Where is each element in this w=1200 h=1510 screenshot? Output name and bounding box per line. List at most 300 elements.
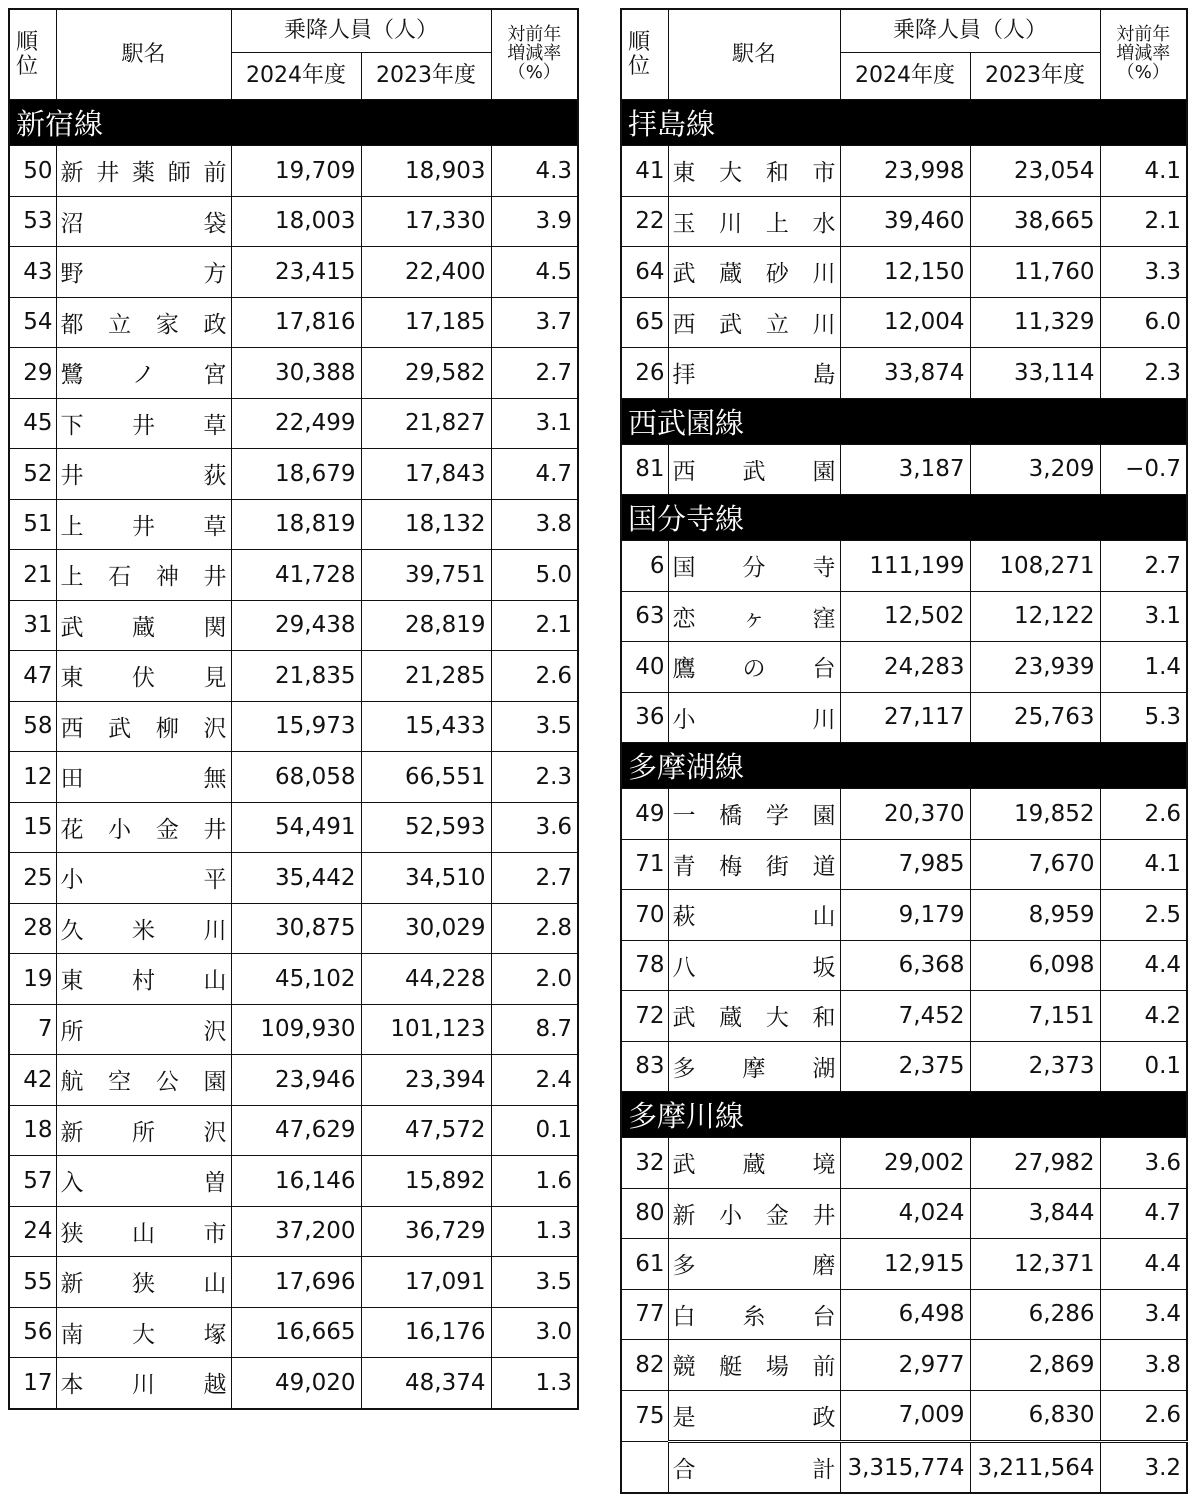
station-name-cell: [668, 196, 840, 247]
table-row: [621, 146, 1187, 197]
station-name: 新 井 薬 師 前: [60, 160, 227, 187]
station-name: 西 武 立 川: [672, 311, 836, 338]
station-name-cell: [668, 1188, 840, 1239]
ridership-2024-cell: 68,058: [231, 752, 361, 803]
rank-cell: 51: [9, 499, 56, 550]
station-name: 武 蔵 関: [60, 614, 227, 641]
line-name: 拝島線: [621, 100, 1187, 146]
rank-cell: 19: [9, 954, 56, 1005]
station-name-cell: [668, 247, 840, 298]
station-name-cell: [56, 853, 231, 904]
ridership-2024-cell: 16,146: [231, 1156, 361, 1207]
station-name-cell: [56, 1358, 231, 1409]
change-rate-cell: 2.7: [1100, 541, 1187, 592]
rank-cell: 26: [621, 348, 668, 399]
table-row: [9, 1358, 578, 1409]
station-name-cell: [668, 692, 840, 743]
table-row: [9, 954, 578, 1005]
table-row: [621, 196, 1187, 247]
change-rate-cell: 0.1: [1100, 1041, 1187, 1092]
table-row: [621, 348, 1187, 399]
fy2024-header: 2024年度: [231, 53, 361, 100]
ridership-2023-cell: 30,029: [361, 903, 491, 954]
change-rate-cell: 3.5: [491, 701, 578, 752]
station-name-cell: [56, 701, 231, 752]
station-name: 多 摩 湖: [672, 1055, 836, 1082]
change-rate-cell: 3.1: [491, 398, 578, 449]
rank-cell: 18: [9, 1105, 56, 1156]
station-name-cell: [668, 991, 840, 1042]
table-row: [9, 1156, 578, 1207]
ridership-2023-cell: 15,433: [361, 701, 491, 752]
rank-cell: 42: [9, 1055, 56, 1106]
rank-cell: 41: [621, 146, 668, 197]
ridership-2023-cell: 17,330: [361, 196, 491, 247]
ridership-table-right: [620, 8, 1188, 1494]
station-name-cell: [668, 146, 840, 197]
station-name-cell: [668, 642, 840, 693]
change-rate-cell: 2.5: [1100, 890, 1187, 941]
rank-cell: 82: [621, 1340, 668, 1391]
table-row: [621, 839, 1187, 890]
ridership-2024-cell: 18,003: [231, 196, 361, 247]
change-rate-cell: 3.6: [1100, 1138, 1187, 1189]
station-name-cell: [56, 196, 231, 247]
table-row: [9, 1257, 578, 1308]
table-row: [9, 196, 578, 247]
ridership-2024-cell: 111,199: [840, 541, 970, 592]
rank-cell: 12: [9, 752, 56, 803]
table-row: [9, 752, 578, 803]
ridership-2023-cell: 47,572: [361, 1105, 491, 1156]
station-name-cell: [668, 1138, 840, 1189]
station-name: 東 村 山: [60, 968, 227, 995]
rank-cell: 72: [621, 991, 668, 1042]
ridership-2023-cell: 18,903: [361, 146, 491, 197]
station-name-cell: [56, 1156, 231, 1207]
ridership-2024-cell: 45,102: [231, 954, 361, 1005]
change-rate-cell: 4.4: [1100, 1239, 1187, 1290]
change-rate-cell: 3.6: [491, 802, 578, 853]
ridership-2023-cell: 12,371: [970, 1239, 1100, 1290]
station-name: 田 無: [60, 766, 227, 793]
change-rate-cell: 4.2: [1100, 991, 1187, 1042]
table-row: [9, 348, 578, 399]
ridership-2024-cell: 37,200: [231, 1206, 361, 1257]
station-name-cell: [56, 449, 231, 500]
ridership-2024-cell: 54,491: [231, 802, 361, 853]
ridership-2024-cell: 7,985: [840, 839, 970, 890]
station-name: 井 荻: [60, 463, 227, 490]
ridership-2024-cell: 16,665: [231, 1307, 361, 1358]
ridership-2023-cell: 23,394: [361, 1055, 491, 1106]
ridership-2024-cell: 12,004: [840, 297, 970, 348]
station-name: 都 立 家 政: [60, 311, 227, 338]
table-row: [9, 398, 578, 449]
ridership-2023-cell: 2,869: [970, 1340, 1100, 1391]
change-rate-cell: 2.0: [491, 954, 578, 1005]
rank-cell: 22: [621, 196, 668, 247]
change-rate-cell: 2.3: [1100, 348, 1187, 399]
ridership-2024-cell: 47,629: [231, 1105, 361, 1156]
rank-cell: 65: [621, 297, 668, 348]
ridership-2023-cell: 19,852: [970, 789, 1100, 840]
change-rate-cell: 3.7: [491, 297, 578, 348]
ridership-2024-cell: 39,460: [840, 196, 970, 247]
line-section-header: [621, 100, 1187, 146]
rank-cell: 6: [621, 541, 668, 592]
station-name-cell: [56, 1105, 231, 1156]
rank-cell: 17: [9, 1358, 56, 1409]
change-rate-cell: 3.8: [491, 499, 578, 550]
station-name: 野 方: [60, 261, 227, 288]
station-name: 新 小 金 井: [672, 1202, 836, 1229]
ridership-2024-cell: 109,930: [231, 1004, 361, 1055]
table-row: [9, 146, 578, 197]
fy2023-header: 2023年度: [970, 53, 1100, 100]
ridership-header: 乗降人員（人）: [231, 9, 491, 53]
ridership-2023-cell: 101,123: [361, 1004, 491, 1055]
ridership-2024-cell: 23,415: [231, 247, 361, 298]
station-name: 多 磨: [672, 1253, 836, 1280]
station-name-cell: [56, 600, 231, 651]
table-row: [9, 1307, 578, 1358]
station-name: 沼 袋: [60, 210, 227, 237]
station-name: 八 坂: [672, 954, 836, 981]
change-rate-cell: 3.4: [1100, 1289, 1187, 1340]
change-rate-cell: 4.1: [1100, 839, 1187, 890]
ridership-2024-cell: 24,283: [840, 642, 970, 693]
rank-cell: 61: [621, 1239, 668, 1290]
station-name-cell: [56, 1004, 231, 1055]
ridership-2023-cell: 48,374: [361, 1358, 491, 1409]
ridership-2023-cell: 16,176: [361, 1307, 491, 1358]
ridership-2024-cell: 41,728: [231, 550, 361, 601]
rank-cell: 29: [9, 348, 56, 399]
table-row: [621, 444, 1187, 495]
ridership-2024-cell: 6,368: [840, 940, 970, 991]
station-name: 東 大 和 市: [672, 160, 836, 187]
station-name-cell: [56, 247, 231, 298]
rank-cell: 70: [621, 890, 668, 941]
ridership-header: 乗降人員（人）: [840, 9, 1100, 53]
ridership-2023-cell: 17,843: [361, 449, 491, 500]
station-name-cell: [56, 752, 231, 803]
station-name-cell: [668, 444, 840, 495]
change-rate-cell: −0.7: [1100, 444, 1187, 495]
station-name: 上 石 神 井: [60, 564, 227, 591]
table-row: [9, 701, 578, 752]
rate-header: 対前年 増減率 （%）: [491, 9, 578, 100]
ridership-2023-cell: 36,729: [361, 1206, 491, 1257]
change-rate-cell: 2.1: [491, 600, 578, 651]
station-name-cell: [668, 541, 840, 592]
rank-cell: 25: [9, 853, 56, 904]
table-row: [621, 591, 1187, 642]
ridership-2024-cell: 29,438: [231, 600, 361, 651]
station-name: 南 大 塚: [60, 1321, 227, 1348]
ridership-2023-cell: 27,982: [970, 1138, 1100, 1189]
ridership-2024-cell: 49,020: [231, 1358, 361, 1409]
station-name-cell: [668, 1041, 840, 1092]
fy2023-header: 2023年度: [361, 53, 491, 100]
rank-cell: 28: [9, 903, 56, 954]
ridership-2024-cell: 7,009: [840, 1390, 970, 1442]
total-label-cell: [668, 1442, 840, 1494]
change-rate-cell: 4.3: [491, 146, 578, 197]
station-name: 東 伏 見: [60, 665, 227, 692]
table-row: [9, 247, 578, 298]
station-name: 新 狭 山: [60, 1271, 227, 1298]
ridership-2023-cell: 7,670: [970, 839, 1100, 890]
station-name: 鷺 ノ 宮: [60, 362, 227, 389]
rank-cell: 15: [9, 802, 56, 853]
ridership-2024-cell: 15,973: [231, 701, 361, 752]
station-name-cell: [668, 1239, 840, 1290]
change-rate-cell: 3.3: [1100, 247, 1187, 298]
change-rate-cell: 3.0: [491, 1307, 578, 1358]
station-name: 国 分 寺: [672, 555, 836, 582]
station-name-cell: [668, 1289, 840, 1340]
table-row: [9, 449, 578, 500]
rank-cell: 80: [621, 1188, 668, 1239]
table-row: [9, 651, 578, 702]
table-row: [621, 991, 1187, 1042]
table-row: [9, 550, 578, 601]
station-name: 玉 川 上 水: [672, 210, 836, 237]
ridership-2023-cell: 108,271: [970, 541, 1100, 592]
change-rate-cell: 5.0: [491, 550, 578, 601]
line-name: 国分寺線: [621, 495, 1187, 541]
line-section-header: [621, 495, 1187, 541]
station-name-cell: [668, 1340, 840, 1391]
ridership-2024-cell: 12,150: [840, 247, 970, 298]
station-name: 新 所 沢: [60, 1119, 227, 1146]
ridership-2023-cell: 18,132: [361, 499, 491, 550]
station-name: 小 平: [60, 867, 227, 894]
rank-cell: [621, 1442, 668, 1494]
station-name: 久 米 川: [60, 917, 227, 944]
ridership-2023-cell: 39,751: [361, 550, 491, 601]
station-name-cell: [668, 940, 840, 991]
station-name: 是 政: [672, 1404, 836, 1431]
rank-header: 順 位: [621, 9, 668, 100]
ridership-2023-cell: 3,209: [970, 444, 1100, 495]
ridership-2023-cell: 8,959: [970, 890, 1100, 941]
ridership-2023-cell: 3,844: [970, 1188, 1100, 1239]
line-section-header: [621, 398, 1187, 444]
table-row: [621, 1390, 1187, 1442]
ridership-2023-cell: 38,665: [970, 196, 1100, 247]
rank-cell: 36: [621, 692, 668, 743]
change-rate-cell: 2.6: [491, 651, 578, 702]
station-name-cell: [668, 789, 840, 840]
table-row: [621, 692, 1187, 743]
ridership-2024-cell: 12,502: [840, 591, 970, 642]
change-rate-cell: 2.8: [491, 903, 578, 954]
line-name: 多摩湖線: [621, 743, 1187, 789]
ridership-2023-cell: 25,763: [970, 692, 1100, 743]
total-2023-cell: 3,211,564: [970, 1442, 1100, 1494]
ridership-2024-cell: 27,117: [840, 692, 970, 743]
total-label: 合 計: [672, 1457, 836, 1483]
station-name-cell: [668, 348, 840, 399]
change-rate-cell: 2.4: [491, 1055, 578, 1106]
station-name-cell: [56, 146, 231, 197]
station-name: 武 蔵 境: [672, 1152, 836, 1179]
change-rate-cell: 2.7: [491, 348, 578, 399]
ridership-2023-cell: 6,830: [970, 1390, 1100, 1442]
change-rate-cell: 4.5: [491, 247, 578, 298]
table-row: [621, 1041, 1187, 1092]
station-name: 入 曽: [60, 1170, 227, 1197]
station-name: 花 小 金 井: [60, 816, 227, 843]
ridership-2024-cell: 2,375: [840, 1041, 970, 1092]
station-name-cell: [668, 890, 840, 941]
rank-cell: 58: [9, 701, 56, 752]
rank-cell: 31: [9, 600, 56, 651]
station-name: 西 武 柳 沢: [60, 715, 227, 742]
change-rate-cell: 2.1: [1100, 196, 1187, 247]
station-name-cell: [56, 398, 231, 449]
table-row: [621, 789, 1187, 840]
table-row: [621, 642, 1187, 693]
change-rate-cell: 2.7: [491, 853, 578, 904]
ridership-2024-cell: 35,442: [231, 853, 361, 904]
station-name-cell: [668, 591, 840, 642]
ridership-2024-cell: 23,998: [840, 146, 970, 197]
total-2024-cell: 3,315,774: [840, 1442, 970, 1494]
table-row: [9, 1004, 578, 1055]
station-name-cell: [668, 1390, 840, 1442]
ridership-2023-cell: 2,373: [970, 1041, 1100, 1092]
ridership-2023-cell: 17,091: [361, 1257, 491, 1308]
ridership-2024-cell: 19,709: [231, 146, 361, 197]
station-name: 拝 島: [672, 362, 836, 389]
rank-cell: 77: [621, 1289, 668, 1340]
table-row: [621, 541, 1187, 592]
station-name: 恋 ヶ 窪: [672, 605, 836, 632]
station-name-cell: [56, 297, 231, 348]
station-name-cell: [56, 499, 231, 550]
rank-cell: 57: [9, 1156, 56, 1207]
change-rate-cell: 3.8: [1100, 1340, 1187, 1391]
ridership-2024-cell: 18,819: [231, 499, 361, 550]
table-row: [621, 297, 1187, 348]
station-name-cell: [56, 1055, 231, 1106]
line-section-header: [621, 743, 1187, 789]
ridership-2023-cell: 21,285: [361, 651, 491, 702]
station-header: 駅名: [668, 9, 840, 100]
change-rate-cell: 4.1: [1100, 146, 1187, 197]
ridership-table-left: [8, 8, 579, 1410]
ridership-2023-cell: 11,329: [970, 297, 1100, 348]
station-name: 航 空 公 園: [60, 1069, 227, 1096]
rank-cell: 40: [621, 642, 668, 693]
station-name: 下 井 草: [60, 412, 227, 439]
station-name: 鷹 の 台: [672, 656, 836, 683]
rank-cell: 56: [9, 1307, 56, 1358]
change-rate-cell: 2.3: [491, 752, 578, 803]
fy2024-header: 2024年度: [840, 53, 970, 100]
ridership-2024-cell: 3,187: [840, 444, 970, 495]
rank-cell: 47: [9, 651, 56, 702]
table-row: [9, 1105, 578, 1156]
ridership-2023-cell: 29,582: [361, 348, 491, 399]
rank-cell: 55: [9, 1257, 56, 1308]
rank-cell: 50: [9, 146, 56, 197]
change-rate-cell: 1.6: [491, 1156, 578, 1207]
change-rate-cell: 2.6: [1100, 789, 1187, 840]
ridership-2023-cell: 52,593: [361, 802, 491, 853]
change-rate-cell: 3.9: [491, 196, 578, 247]
ridership-2024-cell: 6,498: [840, 1289, 970, 1340]
station-name: 白 糸 台: [672, 1303, 836, 1330]
ridership-2024-cell: 23,946: [231, 1055, 361, 1106]
station-name: 西 武 園: [672, 458, 836, 485]
ridership-2023-cell: 28,819: [361, 600, 491, 651]
table-row: [621, 1289, 1187, 1340]
ridership-2023-cell: 7,151: [970, 991, 1100, 1042]
rank-header: 順 位: [9, 9, 56, 100]
station-name-cell: [56, 348, 231, 399]
ridership-2023-cell: 23,939: [970, 642, 1100, 693]
table-row: [9, 297, 578, 348]
ridership-2024-cell: 9,179: [840, 890, 970, 941]
line-name: 新宿線: [9, 100, 578, 146]
station-name-cell: [56, 651, 231, 702]
change-rate-cell: 4.4: [1100, 940, 1187, 991]
rank-cell: 52: [9, 449, 56, 500]
ridership-2024-cell: 22,499: [231, 398, 361, 449]
ridership-2023-cell: 44,228: [361, 954, 491, 1005]
ridership-2023-cell: 66,551: [361, 752, 491, 803]
station-name: 武 蔵 砂 川: [672, 261, 836, 288]
table-row: [621, 1188, 1187, 1239]
table-row: [621, 1138, 1187, 1189]
station-name: 競 艇 場 前: [672, 1354, 836, 1381]
table-row: [9, 1206, 578, 1257]
ridership-2023-cell: 22,400: [361, 247, 491, 298]
ridership-2023-cell: 15,892: [361, 1156, 491, 1207]
rank-cell: 32: [621, 1138, 668, 1189]
station-name: 一 橋 学 園: [672, 803, 836, 830]
ridership-2024-cell: 2,977: [840, 1340, 970, 1391]
ridership-2024-cell: 17,816: [231, 297, 361, 348]
rank-cell: 49: [621, 789, 668, 840]
ridership-2024-cell: 4,024: [840, 1188, 970, 1239]
line-section-header: [9, 100, 578, 146]
table-row: [621, 1239, 1187, 1290]
ridership-2023-cell: 21,827: [361, 398, 491, 449]
station-name-cell: [56, 954, 231, 1005]
rank-cell: 63: [621, 591, 668, 642]
rank-cell: 24: [9, 1206, 56, 1257]
rank-cell: 71: [621, 839, 668, 890]
line-name: 西武園線: [621, 398, 1187, 444]
station-header: 駅名: [56, 9, 231, 100]
station-name: 青 梅 街 道: [672, 853, 836, 880]
station-name: 狭 山 市: [60, 1220, 227, 1247]
change-rate-cell: 6.0: [1100, 297, 1187, 348]
change-rate-cell: 4.7: [1100, 1188, 1187, 1239]
ridership-2024-cell: 30,875: [231, 903, 361, 954]
change-rate-cell: 5.3: [1100, 692, 1187, 743]
table-row: [621, 247, 1187, 298]
station-name-cell: [668, 297, 840, 348]
station-name: 上 井 草: [60, 513, 227, 540]
ridership-2024-cell: 7,452: [840, 991, 970, 1042]
